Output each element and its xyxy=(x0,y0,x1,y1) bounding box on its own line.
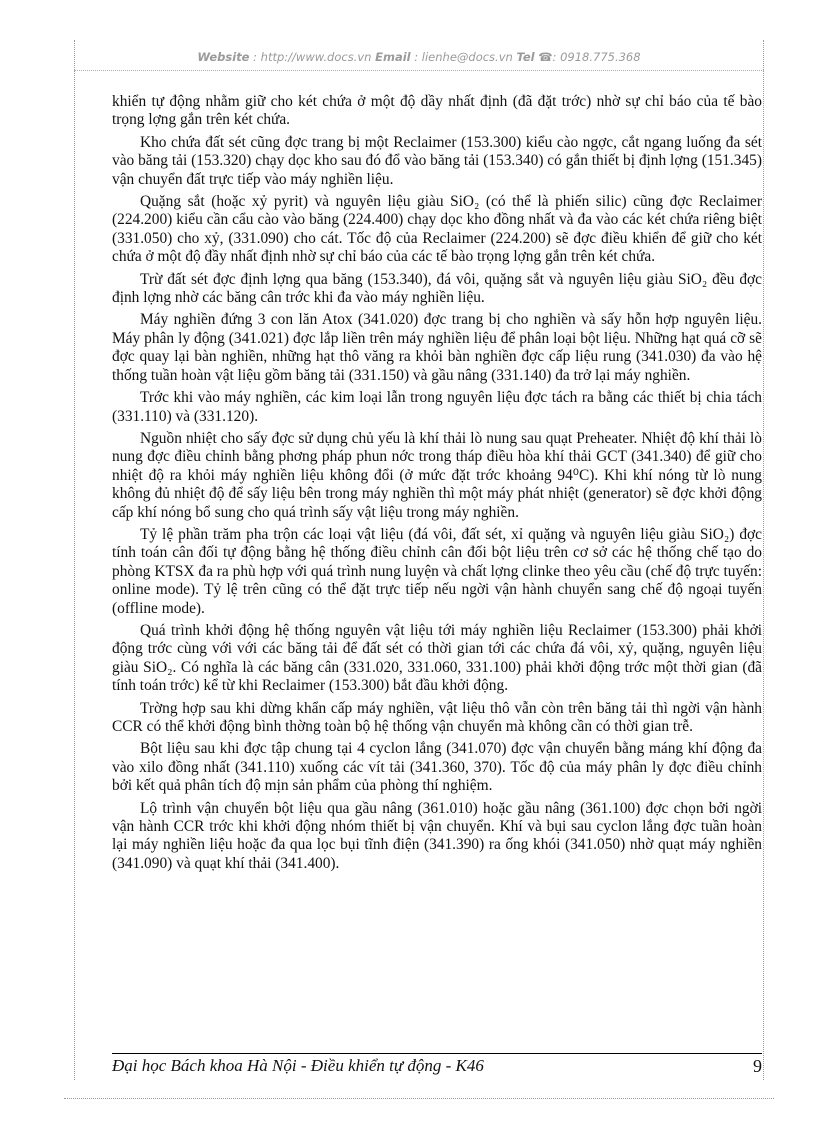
paragraph: Nguồn nhiệt cho sấy đợc sử dụng chủ yếu là khí thải lò nung sau quạt Preheater. Nhiệt độ khí thải lò nung đợc điều chỉnh bằng phơng pháp phun nớc trong tháp điều hòa khí thải GCT (341.340) để giữ cho nhiệt độ ra khỏi máy nghiền liệu không đổi (ở mức đặt trớc khoảng 94⁰C). Khi khí nóng từ lò nung không đủ nhiệt độ để sấy liệu bên trong máy nghiền thì một máy phát nhiệt (generator) sẽ đợc khởi động cấp khí nóng bổ sung cho quá trình sấy vật liệu trong máy nghiền. xyxy=(112,429,762,521)
website-value: : http://www.docs.vn xyxy=(253,50,372,64)
page-footer xyxy=(112,1053,762,1077)
document-body xyxy=(112,93,762,877)
paragraph: Máy nghiền đứng 3 con lăn Atox (341.020) đợc trang bị cho nghiền và sấy hỗn hợp nguyên liệu. Máy phân ly động (341.021) đợc lắp liền trên máy nghiền liệu để phân loại bột liệu. Những hạt quá cỡ sẽ đợc quay lại bàn nghiền, những hạt thô văng ra khỏi bàn nghiền đợc cấp liệu rung (341.030) đa vào hệ thống tuần hoàn vật liệu gồm băng tải (331.150) và gầu nâng (331.140) đa trở lại máy nghiền. xyxy=(112,311,762,384)
paragraph: Quá trình khởi động hệ thống nguyên vật liệu tới máy nghiền liệu Reclaimer (153.300) phải khởi động trớc cùng với với các băng tải để đất sét có thời gian tới các chứa đá vôi, xỷ, quặng, nguyên liệu giàu SiO₂. Có nghĩa là các băng cân (331.020, 331.060, 331.100) phải khởi động trớc một thời gian (đã tính toán trớc) kể từ khi Reclaimer (153.300) bắt đầu khởi động. xyxy=(112,621,762,695)
bottom-divider xyxy=(64,1098,774,1099)
paragraph: Kho chứa đất sét cũng đợc trang bị một Reclaimer (153.300) kiểu cào ngợc, cắt ngang luống đa sét vào băng tải (153.320) chạy dọc kho sau đó đổ vào băng tải (153.340) có gắn thiết bị định lợng (151.345) vận chuyển đất trực tiếp vào máy nghiền liệu. xyxy=(112,133,762,188)
paragraph: Trớc khi vào máy nghiền, các kim loại lẫn trong nguyên liệu đợc tách ra bằng các thiết bị chia tách (331.110) và (331.120). xyxy=(112,389,762,425)
page-number: 9 xyxy=(753,1056,762,1076)
email-value: : lienhe@docs.vn xyxy=(414,50,513,64)
website-label: Website xyxy=(197,50,250,64)
page-header xyxy=(74,50,764,71)
paragraph: Tỷ lệ phần trăm pha trộn các loại vật liệu (đá vôi, đất sét, xỉ quặng và nguyên liệu giàu SiO₂) đợc tính toán cân đối tự động bằng hệ thống điều chỉnh cân đối bột liệu trên cơ sở các hệ thống chế tạo do phòng KTSX đa ra phù hợp với quá trình nung luyện và chất lợng clinke theo yêu cầu (chế độ trực tuyến: online mode). Tỷ lệ trên cũng có thể đặt trực tiếp nếu ngời vận hành chuyển sang chế độ ngoại tuyến (offline mode). xyxy=(112,525,762,617)
tel-label: Tel xyxy=(516,50,535,64)
paragraph: Lộ trình vận chuyển bột liệu qua gầu nâng (361.010) hoặc gầu nâng (361.100) đợc chọn bởi ngời vận hành CCR trớc khi khởi động nhóm thiết bị vận chuyển. Khí và bụi sau cyclon lắng đợc tuần hoàn lại máy nghiền liệu hoặc đa qua lọc bụi tĩnh điện (341.390) ra ống khói (341.050) nhờ quạt máy nghiền (341.090) và quạt khí thải (341.400). xyxy=(112,799,762,872)
paragraph: Trừ đất sét đợc định lợng qua băng (153.340), đá vôi, quặng sắt và nguyên liệu giàu SiO₂ đều đợc định lợng nhờ các băng cân trớc khi đa vào máy nghiền liệu. xyxy=(112,270,762,307)
footer-text: Đại học Bách khoa Hà Nội - Điều khiển tự động - K46 xyxy=(112,1056,484,1075)
paragraph: Quặng sắt (hoặc xỷ pyrit) và nguyên liệu giàu SiO₂ (có thể là phiến silic) cũng đợc Reclaimer (224.200) kiểu cần cẩu cào vào băng (224.400) chạy dọc kho đồng nhất và đa vào các két chứa riêng biệt (331.050) cho xỷ, (331.090) cho cát. Tốc độ của Reclaimer (224.200) sẽ đợc điều khiển để giữ cho két chứa ở một độ đầy nhất định nhờ sự chỉ báo của các tế bào trọng lợng gắn trên két chứa. xyxy=(112,193,762,266)
email-label: Email xyxy=(375,50,411,64)
tel-value: ☎: 0918.775.368 xyxy=(538,50,641,64)
paragraph: Trờng hợp sau khi dừng khẩn cấp máy nghiền, vật liệu thô vẫn còn trên băng tải thì ngời vận hành CCR có thể khởi động bình thờng toàn bộ hệ thống vận chuyển mà không cần có thời gian trễ. xyxy=(112,699,762,735)
paragraph: khiển tự động nhằm giữ cho két chứa ở một độ dầy nhất định (đã đặt trớc) nhờ sự chỉ báo của tế bào trọng lợng gắn trên két chứa. xyxy=(112,93,762,129)
paragraph: Bột liệu sau khi đợc tập chung tại 4 cyclon lắng (341.070) đợc vận chuyển bằng máng khí động đa vào xilo đồng nhất (341.110) xuống các vít tải (341.360, 370). Tốc độ của máy phân ly đợc điều chỉnh bởi kết quả phân tích độ mịn sản phẩm của phòng thí nghiệm. xyxy=(112,740,762,795)
